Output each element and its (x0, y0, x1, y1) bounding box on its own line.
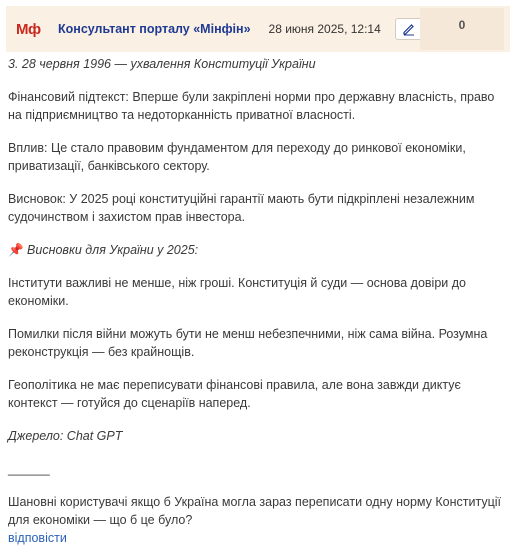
post-body (8, 55, 508, 547)
source-line: Джерело: Chat GPT (8, 429, 123, 443)
rating-box (420, 8, 504, 50)
author-name[interactable]: Консультант порталу «Мінфін» (58, 22, 251, 36)
post-paragraph: Висновок: У 2025 році конституційні гарантії мають бути підкріплені незалежним судочинством і захистом прав інвестора. (8, 192, 475, 224)
question-paragraph: Шановні користувачі якщо б Україна могла зараз переписати одну норму Конституції для економіки — що б це було? (8, 495, 502, 527)
post-line: 3. 28 червня 1996 — ухвалення Конституції України (8, 57, 316, 71)
post-paragraph: Вплив: Це стало правовим фундаментом для переходу до ринкової економіки, приватизації, банківського сектору. (8, 141, 466, 173)
minfin-logo: Мф (16, 20, 41, 38)
pin-icon: 📌 (8, 243, 24, 257)
pencil-icon (402, 22, 416, 36)
divider-line: ______ (8, 462, 50, 476)
heading-text: Висновки для України у 2025: (23, 243, 199, 257)
reply-link[interactable]: відповісти (8, 531, 67, 545)
post-paragraph: Геополітика не має переписувати фінансові правила, але вона завжди диктує контекст — готуйся до сценаріїв наперед. (8, 378, 461, 410)
post-paragraph: Інститути важливі не менше, ніж гроші. Конституція й суди — основа довіри до економіки. (8, 276, 466, 308)
conclusions-heading (8, 241, 508, 259)
rating-score: 0 (458, 18, 466, 32)
post-date: 28 июня 2025, 12:14 (268, 22, 381, 36)
post-paragraph: Фінансовий підтекст: Вперше були закріплені норми про державну власність, право на підприємництво та недоторканність приватної власності. (8, 90, 495, 122)
edit-button[interactable] (395, 18, 423, 40)
post-paragraph: Помилки після війни можуть бути не менш небезпечними, ніж сама війна. Розумна реконструкція — без крайнощів. (8, 327, 488, 359)
post-header (6, 6, 510, 52)
